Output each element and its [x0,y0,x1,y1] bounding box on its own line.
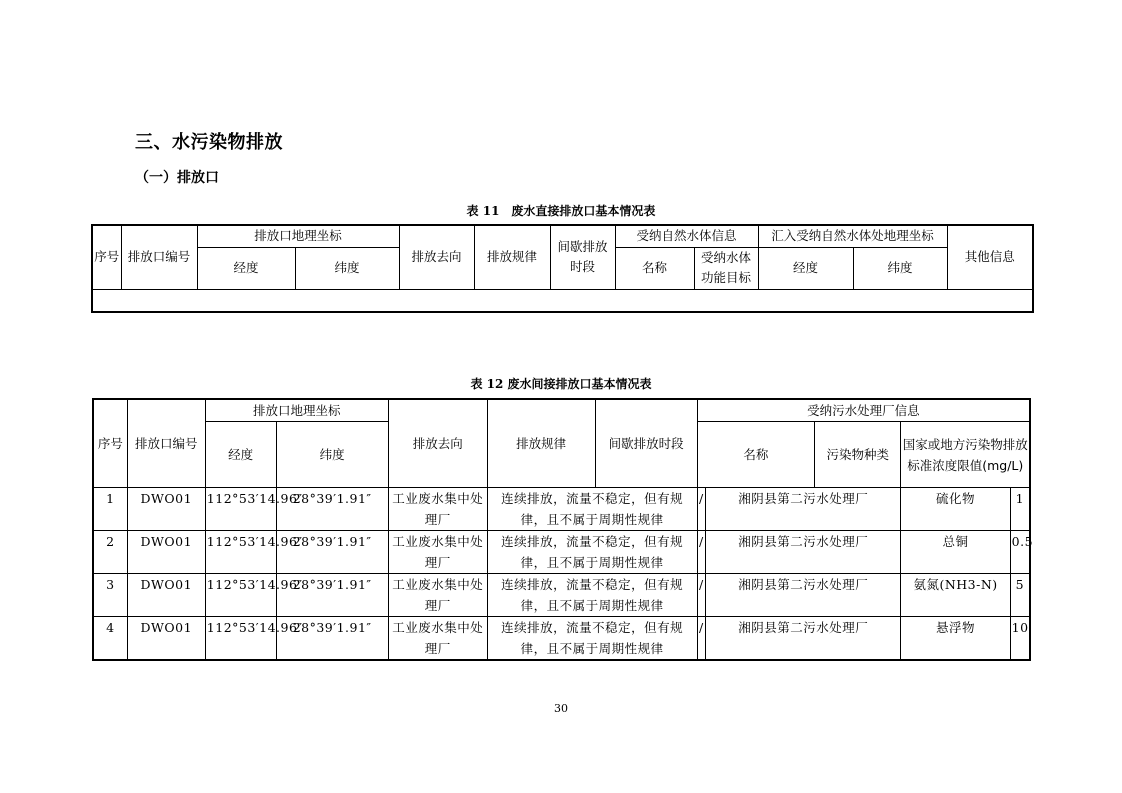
cell-rule: 连续排放，流量不稳定，但有规律，且不属于周期性规律 [487,574,697,617]
t11-header-inflow: 汇入受纳自然水体处地理坐标 [758,225,947,247]
cell-plimit: 5 [1010,574,1030,617]
t11-header-seq: 序号 [92,225,121,289]
table-row [93,488,1030,531]
cell-rule: 连续排放，流量不稳定，但有规律，且不属于周期性规律 [487,531,697,574]
t12-header-seq: 序号 [93,399,127,488]
t11-empty-row [92,289,1033,312]
cell-lon: 112°53′14.96″ [205,531,276,574]
t12-header-lon: 经度 [205,422,276,488]
t11-header-inflow-lat: 纬度 [853,247,947,289]
cell-plimit: 10 [1010,617,1030,661]
t11-header-dest: 排放去向 [399,225,474,289]
table-11-caption: 表 11 废水直接排放口基本情况表 [466,204,656,218]
t12-header-geo: 排放口地理坐标 [205,399,388,422]
t12-header-lat: 纬度 [276,422,388,488]
cell-plimit: 0.5 [1010,531,1030,574]
t12-header-limit: 国家或地方污染物排放标准浓度限值(mg/L) [901,422,1030,488]
cell-pname: 湘阴县第二污水处理厂 [705,488,901,531]
t11-header-water-name: 名称 [615,247,694,289]
table-12-caption: 表 12 废水间接排放口基本情况表 [470,377,652,391]
t11-header-water: 受纳自然水体信息 [615,225,758,247]
cell-dest: 工业废水集中处理厂 [388,574,487,617]
cell-lon: 112°53′14.96″ [205,574,276,617]
cell-ptype: 总铜 [901,531,1010,574]
cell-rule: 连续排放，流量不稳定，但有规律，且不属于周期性规律 [487,617,697,661]
section-heading: 三、水污染物排放 [135,132,283,153]
cell-lat: 28°39′1.91″ [276,531,388,574]
t11-header-intermittent: 间歇排放时段 [550,225,615,289]
indirect-discharge-table [92,398,1034,661]
cell-outlet: DWO01 [127,574,205,617]
cell-pname: 湘阴县第二污水处理厂 [705,531,901,574]
cell-seq: 2 [93,531,127,574]
t11-header-rule: 排放规律 [474,225,550,289]
cell-dest: 工业废水集中处理厂 [388,488,487,531]
table-row [93,617,1030,661]
cell-lat: 28°39′1.91″ [276,574,388,617]
cell-dest: 工业废水集中处理厂 [388,617,487,661]
cell-outlet: DWO01 [127,617,205,661]
cell-plimit: 1 [1010,488,1030,531]
t11-header-geo: 排放口地理坐标 [197,225,399,247]
cell-ptype: 氨氮(NH3-N) [901,574,1010,617]
cell-lon: 112°53′14.96″ [205,617,276,661]
cell-rule: 连续排放，流量不稳定，但有规律，且不属于周期性规律 [487,488,697,531]
cell-inter: / [697,574,705,617]
cell-outlet: DWO01 [127,531,205,574]
cell-outlet: DWO01 [127,488,205,531]
t12-header-outlet: 排放口编号 [127,399,205,488]
page-number: 30 [554,702,568,715]
cell-seq: 1 [93,488,127,531]
t11-header-other: 其他信息 [947,225,1033,289]
cell-ptype: 硫化物 [901,488,1010,531]
cell-pname: 湘阴县第二污水处理厂 [705,574,901,617]
cell-dest: 工业废水集中处理厂 [388,531,487,574]
cell-inter: / [697,531,705,574]
cell-pname: 湘阴县第二污水处理厂 [705,617,901,661]
cell-inter: / [697,488,705,531]
t11-header-lon: 经度 [197,247,295,289]
cell-lat: 28°39′1.91″ [276,617,388,661]
subsection-heading: （一）排放口 [135,170,219,186]
t12-header-dest: 排放去向 [388,399,487,488]
direct-discharge-table [91,224,1034,313]
cell-lat: 28°39′1.91″ [276,488,388,531]
t11-header-water-goal: 受纳水体功能目标 [694,247,758,289]
t11-header-outlet: 排放口编号 [121,225,197,289]
cell-ptype: 悬浮物 [901,617,1010,661]
t12-header-pollutant: 污染物种类 [815,422,901,488]
t12-header-rule: 排放规律 [487,399,595,488]
table-row [93,531,1030,574]
cell-seq: 4 [93,617,127,661]
t12-header-plant: 受纳污水处理厂信息 [697,399,1030,422]
t11-header-lat: 纬度 [295,247,399,289]
t11-header-inflow-lon: 经度 [758,247,853,289]
cell-seq: 3 [93,574,127,617]
table-row [93,574,1030,617]
t12-header-plant-name: 名称 [697,422,815,488]
cell-lon: 112°53′14.96″ [205,488,276,531]
cell-inter: / [697,617,705,661]
t12-header-intermittent: 间歇排放时段 [595,399,697,488]
